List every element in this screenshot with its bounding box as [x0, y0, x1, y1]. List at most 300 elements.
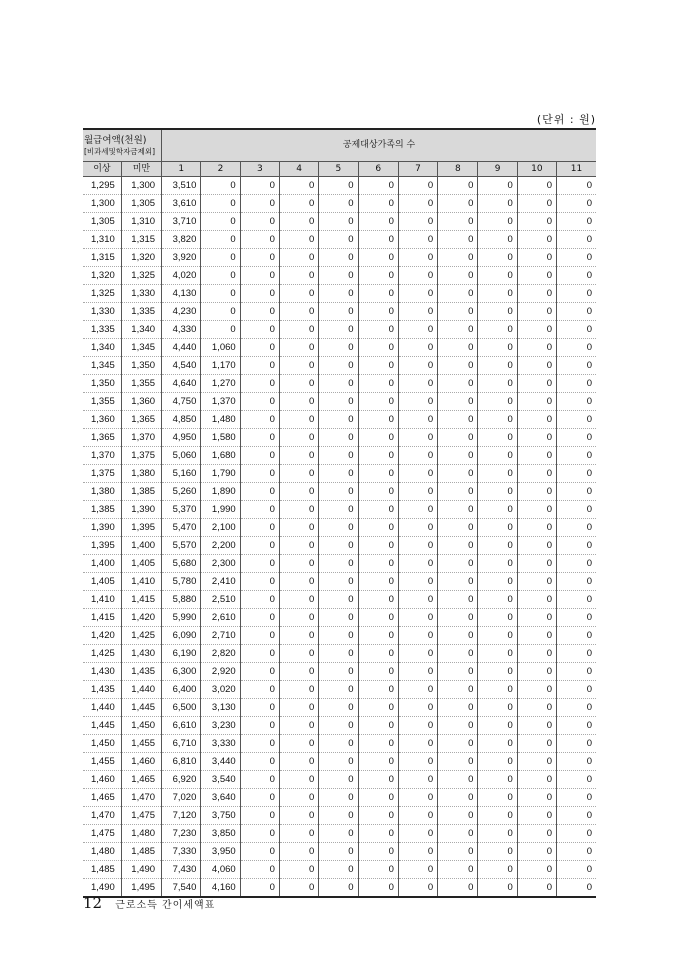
tax-amount-cell: 0: [438, 645, 478, 663]
table-row: [83, 789, 596, 807]
tax-amount-cell: 7,230: [162, 825, 201, 843]
salary-upper-cell: 1,370: [121, 429, 161, 447]
tax-amount-cell: 0: [319, 411, 358, 429]
tax-amount-cell: 0: [358, 645, 398, 663]
tax-amount-cell: 6,400: [162, 681, 201, 699]
tax-amount-cell: 0: [478, 663, 517, 681]
tax-amount-cell: 0: [358, 753, 398, 771]
tax-amount-cell: 0: [319, 717, 358, 735]
tax-amount-cell: 0: [319, 573, 358, 591]
tax-amount-cell: 0: [517, 303, 556, 321]
tax-amount-cell: 0: [358, 339, 398, 357]
tax-amount-cell: 3,540: [201, 771, 240, 789]
salary-upper-cell: 1,460: [121, 753, 161, 771]
tax-amount-cell: 0: [279, 213, 318, 231]
tax-amount-cell: 0: [240, 483, 279, 501]
tax-amount-cell: 0: [240, 735, 279, 753]
salary-upper-cell: 1,385: [121, 483, 161, 501]
tax-amount-cell: 0: [478, 411, 517, 429]
tax-amount-cell: 0: [398, 771, 437, 789]
tax-amount-cell: 0: [478, 753, 517, 771]
table-row: [83, 267, 596, 285]
salary-lower-cell: 1,450: [83, 735, 121, 753]
tax-amount-cell: 0: [557, 411, 596, 429]
withholding-tax-table: [83, 128, 596, 898]
tax-amount-cell: 5,780: [162, 573, 201, 591]
tax-amount-cell: 0: [279, 735, 318, 753]
salary-lower-cell: 1,435: [83, 681, 121, 699]
tax-amount-cell: 0: [358, 825, 398, 843]
table-row: [83, 285, 596, 303]
tax-amount-cell: 1,370: [201, 393, 240, 411]
tax-amount-cell: 0: [438, 735, 478, 753]
tax-amount-cell: 0: [517, 231, 556, 249]
tax-amount-cell: 6,710: [162, 735, 201, 753]
tax-amount-cell: 0: [557, 717, 596, 735]
tax-amount-cell: 0: [398, 213, 437, 231]
tax-amount-cell: 0: [517, 645, 556, 663]
tax-amount-cell: 0: [279, 177, 318, 195]
tax-amount-cell: 0: [517, 411, 556, 429]
tax-amount-cell: 0: [240, 843, 279, 861]
tax-amount-cell: 0: [478, 789, 517, 807]
tax-amount-cell: 0: [398, 789, 437, 807]
tax-amount-cell: 0: [279, 321, 318, 339]
tax-amount-cell: 0: [358, 807, 398, 825]
tax-amount-cell: 0: [478, 537, 517, 555]
salary-lower-cell: 1,315: [83, 249, 121, 267]
salary-upper-cell: 1,440: [121, 681, 161, 699]
salary-lower-cell: 1,440: [83, 699, 121, 717]
tax-amount-cell: 0: [478, 195, 517, 213]
tax-amount-cell: 0: [438, 843, 478, 861]
tax-amount-cell: 0: [398, 681, 437, 699]
tax-amount-cell: 0: [517, 771, 556, 789]
tax-amount-cell: 0: [478, 861, 517, 879]
page-footer: [83, 893, 215, 912]
tax-amount-cell: 0: [319, 465, 358, 483]
tax-amount-cell: 0: [398, 267, 437, 285]
tax-amount-cell: 0: [240, 537, 279, 555]
tax-amount-cell: 0: [478, 303, 517, 321]
tax-amount-cell: 0: [279, 267, 318, 285]
tax-amount-cell: 0: [438, 321, 478, 339]
tax-amount-cell: 0: [517, 573, 556, 591]
tax-amount-cell: 0: [398, 195, 437, 213]
tax-amount-cell: 0: [319, 501, 358, 519]
tax-amount-cell: 0: [438, 483, 478, 501]
tax-amount-cell: 0: [240, 303, 279, 321]
tax-amount-cell: 0: [279, 825, 318, 843]
table-row: [83, 825, 596, 843]
tax-amount-cell: 0: [478, 285, 517, 303]
tax-amount-cell: 0: [279, 555, 318, 573]
tax-amount-cell: 0: [240, 645, 279, 663]
table-row: [83, 555, 596, 573]
tax-amount-cell: 4,130: [162, 285, 201, 303]
tax-amount-cell: 0: [240, 663, 279, 681]
tax-amount-cell: 0: [438, 627, 478, 645]
dependents-count-header: 6: [358, 162, 398, 177]
salary-upper-cell: 1,360: [121, 393, 161, 411]
tax-amount-cell: 0: [517, 375, 556, 393]
salary-upper-cell: 1,470: [121, 789, 161, 807]
salary-lower-cell: 1,410: [83, 591, 121, 609]
tax-amount-cell: 0: [478, 609, 517, 627]
tax-amount-cell: 0: [517, 879, 556, 898]
salary-lower-cell: 1,390: [83, 519, 121, 537]
tax-amount-cell: 0: [358, 267, 398, 285]
tax-amount-cell: 7,020: [162, 789, 201, 807]
salary-upper-cell: 1,495: [121, 879, 161, 898]
tax-amount-cell: 0: [319, 645, 358, 663]
tax-amount-cell: 0: [557, 177, 596, 195]
tax-amount-cell: 0: [319, 789, 358, 807]
tax-amount-cell: 0: [240, 771, 279, 789]
tax-amount-cell: 0: [517, 699, 556, 717]
tax-amount-cell: 0: [319, 681, 358, 699]
tax-amount-cell: 0: [240, 555, 279, 573]
tax-amount-cell: 0: [557, 645, 596, 663]
tax-amount-cell: 0: [240, 429, 279, 447]
tax-amount-cell: 0: [557, 393, 596, 411]
dependents-count-header: 9: [478, 162, 517, 177]
salary-lower-cell: 1,305: [83, 213, 121, 231]
tax-amount-cell: 0: [319, 591, 358, 609]
tax-amount-cell: 0: [398, 249, 437, 267]
tax-amount-cell: 0: [319, 861, 358, 879]
tax-amount-cell: 0: [279, 717, 318, 735]
salary-upper-cell: 1,380: [121, 465, 161, 483]
salary-upper-cell: 1,320: [121, 249, 161, 267]
tax-amount-cell: 0: [557, 285, 596, 303]
tax-amount-cell: 0: [201, 249, 240, 267]
table-row: [83, 339, 596, 357]
salary-upper-cell: 1,465: [121, 771, 161, 789]
table-row: [83, 519, 596, 537]
tax-amount-cell: 0: [358, 249, 398, 267]
table-row: [83, 411, 596, 429]
tax-amount-cell: 0: [557, 681, 596, 699]
tax-amount-cell: 0: [358, 483, 398, 501]
tax-amount-cell: 0: [240, 501, 279, 519]
tax-amount-cell: 0: [279, 519, 318, 537]
tax-amount-cell: 0: [438, 465, 478, 483]
tax-amount-cell: 4,160: [201, 879, 240, 898]
tax-amount-cell: 0: [358, 303, 398, 321]
tax-amount-cell: 0: [358, 195, 398, 213]
tax-amount-cell: 0: [557, 357, 596, 375]
table-row: [83, 717, 596, 735]
tax-amount-cell: 0: [358, 501, 398, 519]
salary-header-line2: [비과세및학자금제외]: [84, 146, 156, 156]
tax-amount-cell: 0: [358, 447, 398, 465]
dependents-count-header: 5: [319, 162, 358, 177]
tax-amount-cell: 7,540: [162, 879, 201, 898]
tax-amount-cell: 3,330: [201, 735, 240, 753]
salary-upper-cell: 1,335: [121, 303, 161, 321]
tax-amount-cell: 0: [319, 249, 358, 267]
tax-amount-cell: 6,810: [162, 753, 201, 771]
tax-amount-cell: 0: [279, 285, 318, 303]
tax-amount-cell: 0: [517, 789, 556, 807]
tax-amount-cell: 3,640: [201, 789, 240, 807]
tax-amount-cell: 0: [319, 771, 358, 789]
tax-amount-cell: 0: [240, 393, 279, 411]
tax-amount-cell: 3,920: [162, 249, 201, 267]
tax-amount-cell: 0: [517, 393, 556, 411]
tax-amount-cell: 0: [319, 339, 358, 357]
tax-amount-cell: 2,100: [201, 519, 240, 537]
salary-header-line1: 월급여액(천원): [84, 134, 147, 146]
tax-amount-cell: 7,330: [162, 843, 201, 861]
tax-amount-cell: 0: [279, 501, 318, 519]
tax-amount-cell: 3,710: [162, 213, 201, 231]
tax-amount-cell: 0: [201, 231, 240, 249]
salary-upper-cell: 1,315: [121, 231, 161, 249]
tax-amount-cell: 0: [478, 393, 517, 411]
tax-amount-cell: 0: [517, 627, 556, 645]
tax-amount-cell: 0: [398, 555, 437, 573]
tax-amount-cell: 0: [201, 303, 240, 321]
tax-amount-cell: 0: [478, 321, 517, 339]
tax-amount-cell: 0: [438, 771, 478, 789]
tax-amount-cell: 0: [358, 231, 398, 249]
tax-amount-cell: 0: [240, 627, 279, 645]
salary-upper-cell: 1,325: [121, 267, 161, 285]
tax-amount-cell: 4,640: [162, 375, 201, 393]
tax-amount-cell: 1,170: [201, 357, 240, 375]
tax-amount-cell: 6,190: [162, 645, 201, 663]
tax-amount-cell: 0: [517, 843, 556, 861]
tax-amount-cell: 0: [358, 861, 398, 879]
tax-amount-cell: 0: [438, 663, 478, 681]
tax-amount-cell: 0: [398, 627, 437, 645]
tax-amount-cell: 6,090: [162, 627, 201, 645]
tax-amount-cell: 0: [557, 627, 596, 645]
tax-amount-cell: 0: [438, 447, 478, 465]
tax-amount-cell: 0: [240, 807, 279, 825]
tax-amount-cell: 0: [517, 483, 556, 501]
salary-lower-cell: 1,415: [83, 609, 121, 627]
tax-amount-cell: 0: [557, 699, 596, 717]
tax-amount-cell: 0: [319, 213, 358, 231]
table-row: [83, 645, 596, 663]
salary-lower-cell: 1,365: [83, 429, 121, 447]
tax-amount-cell: 0: [478, 519, 517, 537]
salary-lower-cell: 1,485: [83, 861, 121, 879]
tax-amount-cell: 0: [517, 465, 556, 483]
tax-amount-cell: 0: [319, 285, 358, 303]
tax-amount-cell: 0: [319, 825, 358, 843]
tax-amount-cell: 0: [398, 753, 437, 771]
tax-amount-cell: 0: [517, 591, 556, 609]
salary-lower-cell: 1,400: [83, 555, 121, 573]
tax-amount-cell: 0: [438, 393, 478, 411]
tax-amount-cell: 0: [319, 699, 358, 717]
tax-amount-cell: 0: [398, 699, 437, 717]
tax-amount-cell: 0: [201, 213, 240, 231]
tax-amount-cell: 0: [557, 447, 596, 465]
tax-amount-cell: 0: [557, 483, 596, 501]
table-row: [83, 771, 596, 789]
tax-amount-cell: 2,820: [201, 645, 240, 663]
tax-amount-cell: 0: [319, 429, 358, 447]
tax-amount-cell: 0: [398, 393, 437, 411]
tax-amount-cell: 0: [240, 825, 279, 843]
tax-amount-cell: 2,710: [201, 627, 240, 645]
tax-amount-cell: 0: [319, 555, 358, 573]
salary-lower-cell: 1,445: [83, 717, 121, 735]
table-row: [83, 483, 596, 501]
salary-lower-cell: 1,325: [83, 285, 121, 303]
tax-amount-cell: 0: [478, 231, 517, 249]
tax-amount-cell: 5,880: [162, 591, 201, 609]
tax-amount-cell: 0: [478, 339, 517, 357]
salary-upper-cell: 1,350: [121, 357, 161, 375]
table-row: [83, 303, 596, 321]
tax-amount-cell: 0: [279, 789, 318, 807]
tax-amount-cell: 0: [279, 591, 318, 609]
tax-amount-cell: 0: [438, 519, 478, 537]
tax-amount-cell: 0: [478, 357, 517, 375]
tax-amount-cell: 0: [398, 825, 437, 843]
tax-amount-cell: 0: [478, 483, 517, 501]
table-row: [83, 735, 596, 753]
salary-upper-cell: 1,455: [121, 735, 161, 753]
salary-upper-cell: 1,345: [121, 339, 161, 357]
salary-lower-cell: 1,375: [83, 465, 121, 483]
salary-lower-cell: 1,460: [83, 771, 121, 789]
tax-amount-cell: 0: [398, 465, 437, 483]
tax-amount-cell: 0: [358, 735, 398, 753]
tax-amount-cell: 0: [319, 753, 358, 771]
table-row: [83, 807, 596, 825]
tax-amount-cell: 0: [438, 609, 478, 627]
tax-amount-cell: 0: [201, 267, 240, 285]
tax-amount-cell: 0: [279, 411, 318, 429]
tax-amount-cell: 5,370: [162, 501, 201, 519]
tax-amount-cell: 0: [438, 249, 478, 267]
tax-amount-cell: 0: [398, 177, 437, 195]
tax-amount-cell: 0: [240, 573, 279, 591]
tax-amount-cell: 0: [517, 429, 556, 447]
tax-amount-cell: 0: [358, 213, 398, 231]
tax-amount-cell: 0: [240, 249, 279, 267]
table-row: [83, 699, 596, 717]
tax-amount-cell: 0: [240, 213, 279, 231]
tax-amount-cell: 0: [438, 699, 478, 717]
tax-amount-cell: 0: [240, 717, 279, 735]
tax-amount-cell: 0: [438, 213, 478, 231]
tax-amount-cell: 0: [478, 573, 517, 591]
tax-amount-cell: 0: [438, 591, 478, 609]
tax-amount-cell: 0: [319, 447, 358, 465]
tax-amount-cell: 0: [478, 735, 517, 753]
tax-amount-cell: 0: [279, 861, 318, 879]
salary-upper-cell: 1,475: [121, 807, 161, 825]
salary-upper-cell: 1,410: [121, 573, 161, 591]
table-row: [83, 177, 596, 195]
tax-amount-cell: 0: [478, 645, 517, 663]
tax-amount-cell: 5,570: [162, 537, 201, 555]
tax-amount-cell: 1,580: [201, 429, 240, 447]
tax-amount-cell: 0: [478, 825, 517, 843]
tax-amount-cell: 0: [319, 231, 358, 249]
table-row: [83, 195, 596, 213]
salary-lower-cell: 1,465: [83, 789, 121, 807]
tax-amount-cell: 0: [517, 555, 556, 573]
tax-amount-cell: 0: [279, 609, 318, 627]
tax-amount-cell: 0: [279, 303, 318, 321]
tax-amount-cell: 0: [557, 609, 596, 627]
table-row: [83, 627, 596, 645]
tax-amount-cell: 4,230: [162, 303, 201, 321]
table-row: [83, 573, 596, 591]
tax-amount-cell: 0: [319, 879, 358, 898]
tax-amount-cell: 0: [478, 681, 517, 699]
tax-amount-cell: 0: [438, 231, 478, 249]
tax-amount-cell: 0: [438, 879, 478, 898]
tax-amount-cell: 1,060: [201, 339, 240, 357]
tax-amount-cell: 0: [438, 789, 478, 807]
tax-amount-cell: 0: [517, 537, 556, 555]
tax-amount-cell: 0: [319, 195, 358, 213]
salary-upper-cell: 1,365: [121, 411, 161, 429]
tax-amount-cell: 0: [398, 375, 437, 393]
salary-upper-cell: 1,300: [121, 177, 161, 195]
tax-amount-cell: 0: [557, 321, 596, 339]
salary-upper-cell: 1,415: [121, 591, 161, 609]
tax-amount-cell: 0: [557, 339, 596, 357]
tax-amount-cell: 0: [358, 555, 398, 573]
tax-amount-cell: 0: [438, 285, 478, 303]
tax-amount-cell: 3,510: [162, 177, 201, 195]
salary-upper-cell: 1,445: [121, 699, 161, 717]
tax-amount-cell: 4,020: [162, 267, 201, 285]
tax-amount-cell: 0: [240, 753, 279, 771]
tax-amount-cell: 1,680: [201, 447, 240, 465]
tax-amount-cell: 0: [438, 861, 478, 879]
tax-amount-cell: 0: [240, 519, 279, 537]
tax-amount-cell: 5,470: [162, 519, 201, 537]
dependents-count-header: 2: [201, 162, 240, 177]
tax-amount-cell: 0: [240, 195, 279, 213]
tax-amount-cell: 0: [358, 285, 398, 303]
tax-amount-cell: 0: [517, 825, 556, 843]
salary-upper-cell: 1,330: [121, 285, 161, 303]
tax-amount-cell: 0: [358, 699, 398, 717]
salary-lower-cell: 1,320: [83, 267, 121, 285]
dependents-count-header: 1: [162, 162, 201, 177]
tax-amount-cell: 4,440: [162, 339, 201, 357]
table-row: [83, 537, 596, 555]
tax-amount-cell: 0: [358, 519, 398, 537]
table-row: [83, 501, 596, 519]
tax-amount-cell: 0: [438, 195, 478, 213]
tax-amount-cell: 0: [358, 375, 398, 393]
tax-amount-cell: 0: [557, 195, 596, 213]
tax-amount-cell: 0: [319, 303, 358, 321]
table-row: [83, 375, 596, 393]
salary-lower-cell: 1,340: [83, 339, 121, 357]
dependents-count-header: 10: [517, 162, 556, 177]
tax-amount-cell: 0: [319, 519, 358, 537]
tax-amount-cell: 0: [319, 375, 358, 393]
tax-amount-cell: 0: [398, 843, 437, 861]
tax-amount-cell: 0: [398, 339, 437, 357]
tax-amount-cell: 4,850: [162, 411, 201, 429]
